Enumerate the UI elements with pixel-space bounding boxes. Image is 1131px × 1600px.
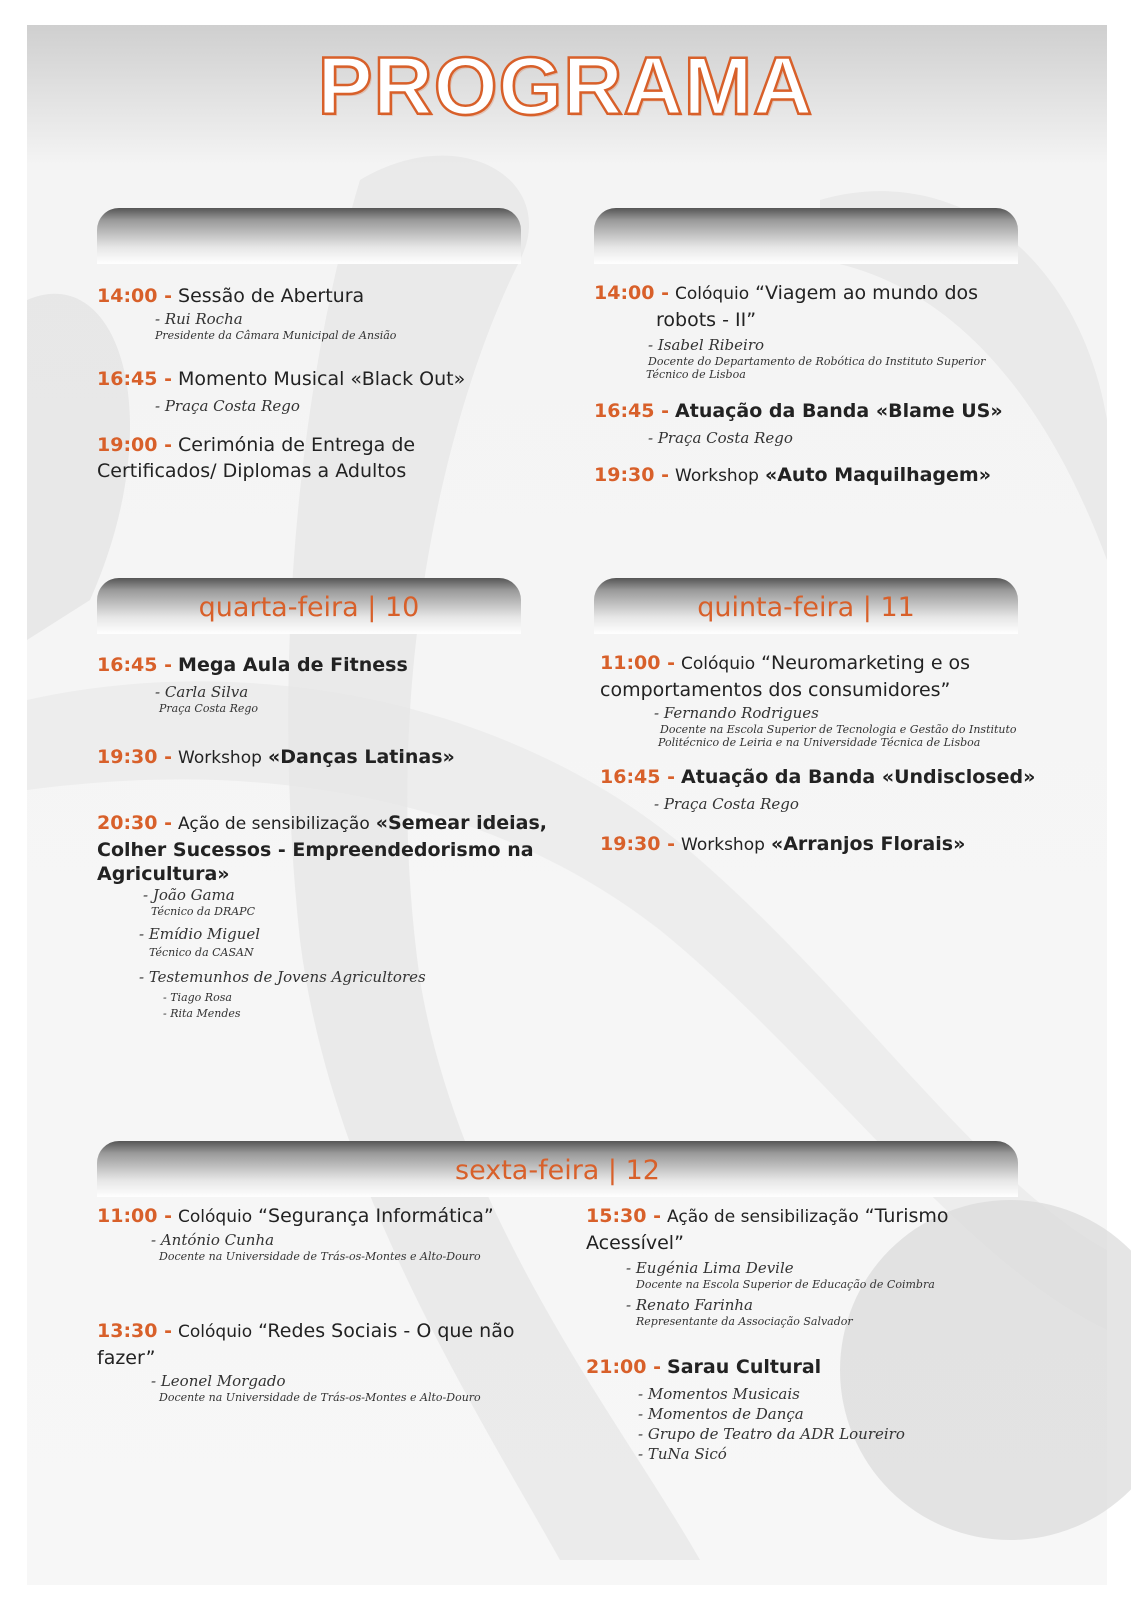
event-speaker-role: Docente na Universidade de Trás-os-Montes e Alto-Douro [159, 1250, 481, 1263]
event-speaker-role: Representante da Associação Salvador [636, 1315, 853, 1328]
event-speaker: - Emídio Miguel [139, 925, 261, 943]
event-time: 14:00 - [594, 282, 669, 304]
event-thu-band [600, 764, 1070, 814]
event-time: 15:30 - [586, 1205, 661, 1227]
program-item: - TuNa Sicó [638, 1445, 727, 1463]
event-title: “Segurança Informática” [258, 1205, 494, 1227]
event-d2-band [594, 398, 1064, 448]
event-type: Colóquio [681, 654, 756, 674]
program-item: - Grupo de Teatro da ADR Loureiro [638, 1425, 905, 1443]
event-location: - Praça Costa Rego [155, 397, 300, 415]
event-speaker: - Fernando Rodrigues [654, 704, 819, 722]
event-time: 16:45 - [600, 766, 675, 788]
event-speaker: - Carla Silva [155, 683, 249, 701]
event-thu-neuromarketing [600, 650, 1070, 749]
event-title: «Auto Maquilhagem» [764, 464, 991, 486]
event-speaker: - Testemunhos de Jovens Agricultores [139, 968, 426, 986]
event-title: Atuação da Banda «Undisclosed» [681, 766, 1036, 788]
event-title-cont: comportamentos dos consumidores” [600, 679, 951, 701]
event-title: Sarau Cultural [667, 1356, 822, 1378]
event-speaker-role: Técnico da CASAN [149, 946, 254, 959]
event-fri-tourism [586, 1203, 1056, 1328]
event-speaker-role: Técnico da DRAPC [151, 905, 255, 918]
event-speaker-role: Docente na Escola Superior de Educação de Coimbra [636, 1278, 935, 1291]
event-speaker: - Renato Farinha [626, 1296, 754, 1314]
event-title: Momento Musical «Black Out» [178, 368, 466, 390]
event-time: 11:00 - [600, 652, 675, 674]
event-title: “Turismo [864, 1205, 949, 1227]
event-fri-security [97, 1203, 567, 1263]
event-d1-music [97, 366, 567, 416]
event-time: 11:00 - [97, 1205, 172, 1227]
event-title: «Semear ideias, [375, 812, 547, 834]
program-item: - Momentos Musicais [638, 1385, 800, 1403]
event-speaker: - Isabel Ribeiro [648, 336, 765, 354]
event-location: - Praça Costa Rego [654, 795, 799, 813]
event-time: 16:45 - [594, 400, 669, 422]
event-wed-fitness [97, 652, 567, 715]
event-title: “Viagem ao mundo dos [755, 282, 979, 304]
event-speaker-role-cont: Politécnico de Leiria e na Universidade Técnica de Lisboa [658, 736, 981, 749]
event-fri-social [97, 1318, 567, 1404]
event-d1-opening [97, 283, 567, 342]
event-d2-workshop [594, 462, 1064, 489]
event-time: 16:45 - [97, 654, 172, 676]
event-title-cont: robots - II” [656, 309, 757, 331]
event-time: 21:00 - [586, 1356, 661, 1378]
event-fri-soiree [586, 1354, 1056, 1464]
event-speaker: - António Cunha [151, 1231, 275, 1249]
event-speaker: - João Gama [143, 886, 235, 904]
program-item: - Momentos de Dança [638, 1405, 804, 1423]
day-header-friday: sexta-feira | 12 [97, 1141, 1018, 1197]
event-title: Atuação da Banda «Blame US» [675, 400, 1003, 422]
event-location: Praça Costa Rego [159, 702, 259, 715]
event-time: 13:30 - [97, 1320, 172, 1342]
event-title-cont: Agricultura» [97, 863, 230, 885]
event-speaker-role-cont: Técnico de Lisboa [646, 368, 746, 381]
event-type: Colóquio [178, 1207, 253, 1227]
event-type: Ação de sensibilização [178, 814, 370, 834]
event-type: Colóquio [178, 1322, 253, 1342]
event-time: 20:30 - [97, 812, 172, 834]
event-title: «Arranjos Florais» [770, 833, 966, 855]
event-type: Ação de sensibilização [667, 1207, 859, 1227]
event-type: Colóquio [675, 284, 750, 304]
day-header-2 [594, 208, 1018, 264]
event-title: Cerimónia de Entrega de [178, 434, 416, 456]
event-time: 19:30 - [594, 464, 669, 486]
page-title: PROGRAMA [317, 41, 814, 132]
event-title: “Neuromarketing e os [761, 652, 971, 674]
event-wed-awareness [97, 810, 557, 1020]
event-speaker-role: Docente do Departamento de Robótica do Instituto Superior [648, 355, 986, 368]
event-d1-ceremony [97, 432, 567, 484]
event-speaker-role: Presidente da Câmara Municipal de Ansião [155, 329, 397, 342]
event-time: 16:45 - [97, 368, 172, 390]
event-time: 14:00 - [97, 285, 172, 307]
event-location: - Praça Costa Rego [648, 429, 793, 447]
event-title-cont: Certificados/ Diplomas a Adultos [97, 460, 407, 482]
event-time: 19:30 - [97, 746, 172, 768]
event-title-cont: Colher Sucessos - Empreendedorismo na [97, 839, 534, 861]
event-d2-robots [594, 280, 1064, 381]
day-header-1 [97, 208, 521, 264]
event-speaker: - Rita Mendes [163, 1007, 241, 1020]
event-title-cont: Acessível” [586, 1232, 684, 1254]
event-speaker: - Rui Rocha [155, 310, 243, 328]
event-speaker-role: Docente na Escola Superior de Tecnologia e Gestão do Instituto [660, 723, 1017, 736]
event-thu-workshop [600, 831, 1070, 858]
event-type: Workshop [178, 748, 262, 768]
event-title: «Danças Latinas» [267, 746, 455, 768]
event-speaker: - Tiago Rosa [163, 991, 232, 1004]
event-type: Workshop [675, 466, 759, 486]
event-title: Mega Aula de Fitness [178, 654, 408, 676]
day-header-wednesday: quarta-feira | 10 [97, 578, 521, 634]
day-header-thursday: quinta-feira | 11 [594, 578, 1018, 634]
event-title-cont: fazer” [97, 1347, 156, 1369]
event-time: 19:30 - [600, 833, 675, 855]
event-title: “Redes Sociais - O que não [258, 1320, 515, 1342]
event-time: 19:00 - [97, 434, 172, 456]
event-title: Sessão de Abertura [178, 285, 365, 307]
event-type: Workshop [681, 835, 765, 855]
event-speaker: - Eugénia Lima Devile [626, 1259, 794, 1277]
event-wed-workshop [97, 744, 567, 771]
event-speaker: - Leonel Morgado [151, 1372, 286, 1390]
event-speaker-role: Docente na Universidade de Trás-os-Montes e Alto-Douro [159, 1391, 481, 1404]
